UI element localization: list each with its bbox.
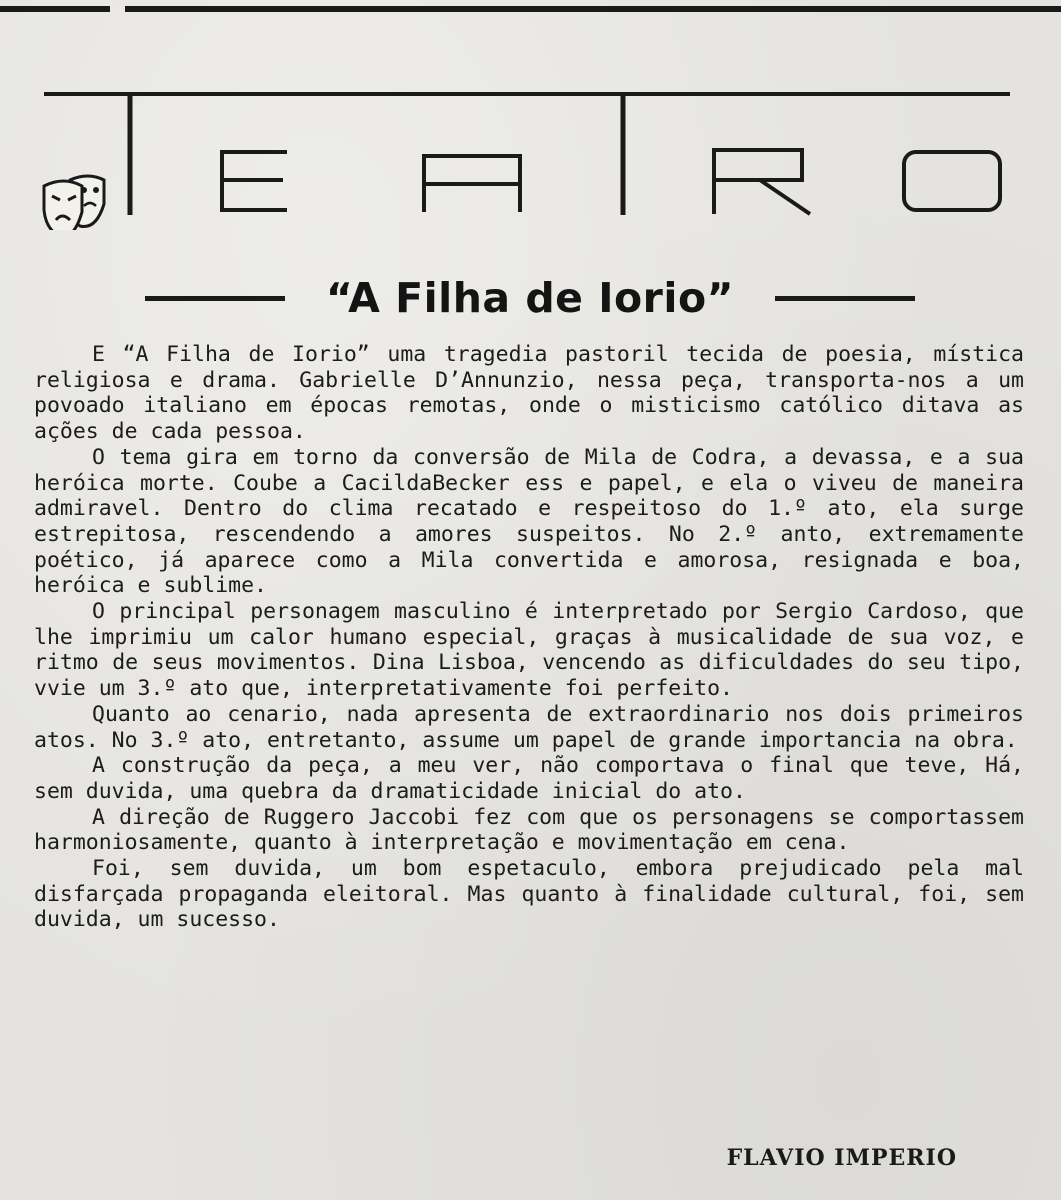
article-paragraph: O tema gira em torno da conversão de Mila de Codra, a devassa, e a sua heróica morte. Coube a CacildaBecker ess e papel, e ela o viveu de maneira admiravel. Dentro do clima recatado e respeitoso do 1.º ato, ela surge estrepitosa, rescendendo a amores suspeitos. No 2.º anto, extremamente poético, já aparece como a Mila convertida e amorosa, resignada e boa, heróica e sublime. bbox=[34, 444, 1024, 599]
author-signature: FLAVIO IMPERIO bbox=[726, 1145, 957, 1171]
article-paragraph: Quanto ao cenario, nada apresenta de extraordinario nos dois primeiros atos. No 3.º ato, entretanto, assume um papel de grande importancia na obra. bbox=[34, 701, 1024, 753]
article-paragraph: E “A Filha de Iorio” uma tragedia pastoril tecida de poesia, mística religiosa e drama. Gabrielle D’Annunzio, nessa peça, transporta-nos a um povoado italiano em épocas remotas, onde o misticismo católico ditava as ações de cada pessoa. bbox=[34, 342, 1024, 445]
section-masthead bbox=[0, 80, 1061, 230]
article-headline: “A Filha de Iorio” bbox=[325, 274, 735, 322]
article-paragraph: A construção da peça, a meu ver, não comportava o final que teve, Há, sem duvida, uma quebra da dramaticidade inicial do ato. bbox=[34, 753, 1024, 804]
headline-rule-right bbox=[775, 296, 915, 301]
top-rule-right bbox=[125, 6, 1061, 12]
article-paragraph: Foi, sem duvida, um bom espetaculo, embora prejudicado pela mal disfarçada propaganda eleitoral. Mas quanto à finalidade cultural, foi, sem duvida, um sucesso. bbox=[34, 856, 1024, 933]
top-rule-left bbox=[0, 6, 110, 12]
headline-rule-left bbox=[145, 296, 285, 301]
article-paragraph: A direção de Ruggero Jaccobi fez com que os personagens se comportassem harmoniosamente, quanto à interpretação e movimentação em cena. bbox=[34, 804, 1024, 856]
headline-row bbox=[145, 268, 915, 328]
masthead-lettering bbox=[0, 80, 1061, 230]
theater-masks-icon bbox=[44, 176, 104, 230]
article-paragraph: O principal personagem masculino é interpretado por Sergio Cardoso, que lhe imprimiu um calor humano especial, graças à musicalidade de sua voz, e ritmo de seus movimentos. Dina Lisboa, vencendo as dificuldades do seu tipo, vvie um 3.º ato que, interpretativamente foi perfeito. bbox=[34, 599, 1024, 702]
article-body bbox=[34, 342, 1024, 933]
